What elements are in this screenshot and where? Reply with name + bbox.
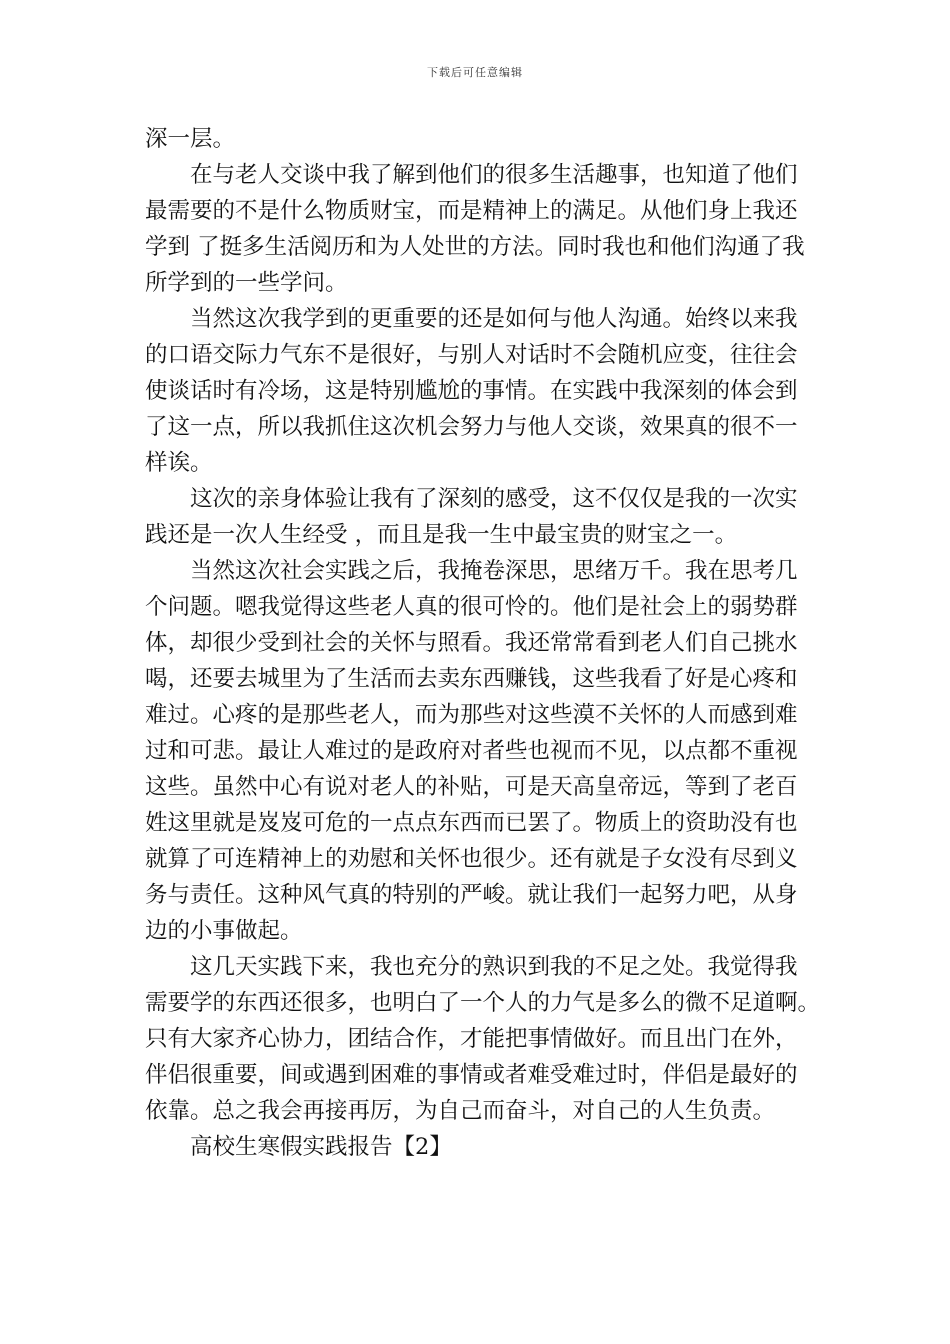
text-line: 在与老人交谈中我了解到他们的很多生活趣事，也知道了他们 bbox=[190, 162, 798, 188]
text-line: 伴侣很重要，间或遇到困难的事情或者难受难过时，伴侣是最好的 bbox=[145, 1062, 798, 1088]
text-line: 所学到的一些学问。 bbox=[145, 270, 348, 296]
text-line: 当然这次我学到的更重要的还是如何与他人沟通。始终以来我 bbox=[190, 306, 798, 332]
text-line: 样诶。 bbox=[145, 450, 213, 476]
paragraph bbox=[145, 553, 813, 949]
document-body bbox=[145, 121, 821, 1165]
text-line: 姓这里就是岌岌可危的一点点东西而已罢了。物质上的资助没有也 bbox=[145, 810, 798, 836]
text-line: 边的小事做起。 bbox=[145, 918, 303, 944]
paragraph bbox=[145, 481, 813, 553]
page-header: 下载后可任意编辑 bbox=[427, 66, 523, 79]
text-line: 这些。虽然中心有说对老人的补贴，可是天高皇帝远，等到了老百 bbox=[145, 774, 798, 800]
text-line: 就算了可连精神上的劝慰和关怀也很少。还有就是子女没有尽到义 bbox=[145, 846, 798, 872]
text-line: 只有大家齐心协力，团结合作，才能把事情做好。而且出门在外， bbox=[145, 1026, 798, 1052]
text-line: 深一层。 bbox=[145, 126, 236, 152]
text-line: 践还是一次人生经受 ，而且是我一生中最宝贵的财宝之一。 bbox=[145, 522, 738, 548]
text-line: 过和可悲。最让人难过的是政府对者些也视而不见，以点都不重视 bbox=[145, 738, 798, 764]
paragraph bbox=[145, 949, 821, 1129]
text-line: 需要学的东西还很多，也明白了一个人的力气是多么的微不足道啊。 bbox=[145, 990, 821, 1016]
paragraph bbox=[145, 1129, 813, 1165]
text-line: 这次的亲身体验让我有了深刻的感受，这不仅仅是我的一次实 bbox=[190, 486, 798, 512]
text-line: 当然这次社会实践之后，我掩卷深思，思绪万千。我在思考几 bbox=[190, 558, 798, 584]
text-line: 这几天实践下来，我也充分的熟识到我的不足之处。我觉得我 bbox=[190, 954, 798, 980]
text-line: 使谈话时有冷场，这是特别尴尬的事情。在实践中我深刻的体会到 bbox=[145, 378, 798, 404]
text-line: 最需要的不是什么物质财宝，而是精神上的满足。从他们身上我还 bbox=[145, 198, 798, 224]
text-line: 喝，还要去城里为了生活而去卖东西赚钱，这些我看了好是心疼和 bbox=[145, 666, 798, 692]
text-line: 依靠。总之我会再接再厉，为自己而奋斗，对自己的人生负责。 bbox=[145, 1098, 776, 1124]
text-line: 务与责任。这种风气真的特别的严峻。就让我们一起努力吧，从身 bbox=[145, 882, 798, 908]
paragraph bbox=[145, 157, 813, 301]
text-line: 了这一点，所以我抓住这次机会努力与他人交谈，效果真的很不一 bbox=[145, 414, 798, 440]
text-line: 学到 了挺多生活阅历和为人处世的方法。同时我也和他们沟通了我 bbox=[145, 234, 805, 260]
text-line: 个问题。嗯我觉得这些老人真的很可怜的。他们是社会上的弱势群 bbox=[145, 594, 798, 620]
text-line: 高校生寒假实践报告【2】 bbox=[190, 1134, 452, 1160]
paragraph bbox=[145, 301, 813, 481]
text-line: 体，却很少受到社会的关怀与照看。我还常常看到老人们自己挑水 bbox=[145, 630, 798, 656]
text-line: 的口语交际力气东不是很好，与别人对话时不会随机应变，往往会 bbox=[145, 342, 798, 368]
paragraph bbox=[145, 121, 813, 157]
text-line: 难过。心疼的是那些老人，而为那些对这些漠不关怀的人而感到难 bbox=[145, 702, 798, 728]
